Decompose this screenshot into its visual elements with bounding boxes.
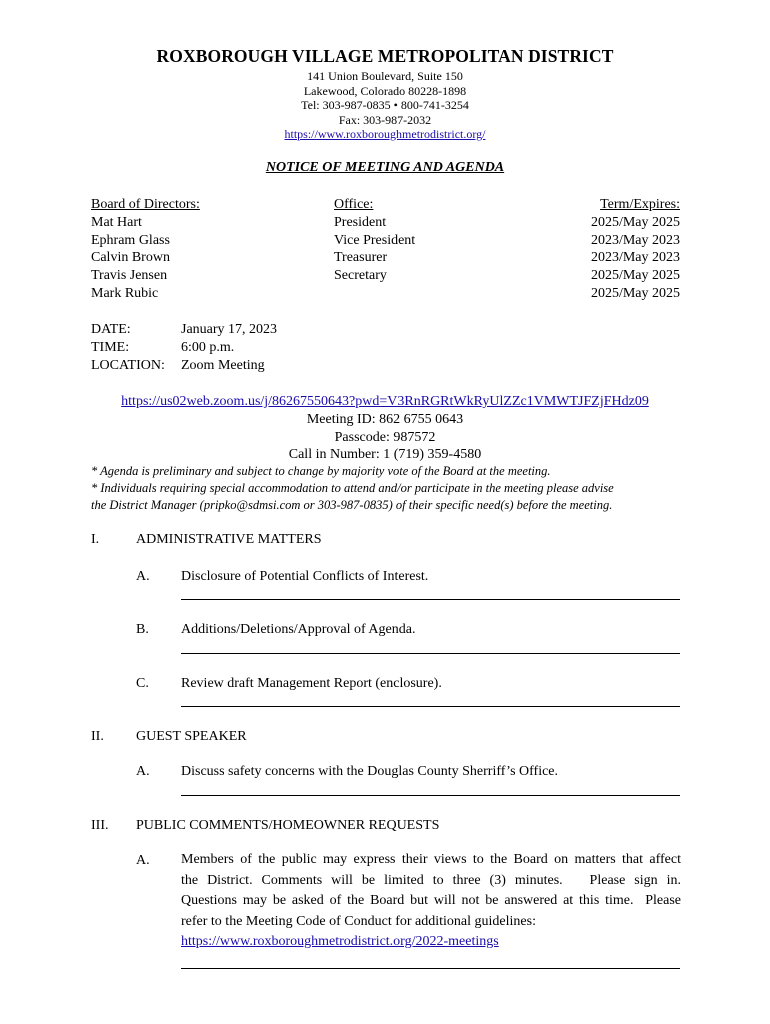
section-number: III. — [91, 818, 109, 833]
response-line — [181, 706, 680, 707]
director-name: Mark Rubic — [91, 285, 159, 301]
note-preliminary: * Agenda is preliminary and subject to change by majority vote of the Board at the meeting. — [91, 464, 551, 478]
paragraph-line: refer to the Meeting Code of Conduct for additional guidelines: — [181, 913, 536, 929]
director-term: 2025/May 2025 — [590, 285, 680, 301]
item-letter: A. — [136, 853, 150, 868]
passcode: Passcode: 987572 — [334, 430, 436, 445]
note-accommodation-cont: the District Manager (pripko@sdmsi.com or 303-987-0835) of their specific need(s) before the meeting. — [91, 498, 613, 512]
location-value: Zoom Meeting — [181, 357, 265, 373]
director-term: 2023/May 2023 — [590, 232, 680, 248]
section-title: ADMINISTRATIVE MATTERS — [136, 532, 322, 547]
director-term: 2025/May 2025 — [590, 214, 680, 230]
director-name: Mat Hart — [91, 214, 142, 230]
item-letter: A. — [136, 764, 150, 779]
response-line — [181, 653, 680, 654]
item-letter: C. — [136, 676, 149, 691]
director-office: President — [334, 214, 387, 230]
director-office: Secretary — [334, 268, 387, 284]
org-name: ROXBOROUGH VILLAGE METROPOLITAN DISTRICT — [156, 46, 614, 66]
notice-title: NOTICE OF MEETING AND AGENDA — [265, 160, 505, 175]
meeting-labels — [91, 321, 165, 374]
item-letter: B. — [136, 622, 149, 637]
director-name: Ephram Glass — [91, 232, 170, 248]
director-office: Vice President — [334, 232, 416, 248]
location-label: LOCATION: — [91, 357, 165, 373]
response-line — [181, 795, 680, 796]
meetings-link[interactable]: https://www.roxboroughmetrodistrict.org/2022-meetings — [181, 934, 499, 950]
note-accommodation: * Individuals requiring special accommodation to attend and/or participate in the meeting please advise — [91, 481, 614, 495]
address-line-2: Lakewood, Colorado 80228-1898 — [303, 84, 467, 98]
section-title: PUBLIC COMMENTS/HOMEOWNER REQUESTS — [136, 818, 440, 833]
meeting-values — [181, 321, 277, 374]
section-number: II. — [91, 729, 104, 744]
item-letter: A. — [136, 569, 150, 584]
director-name: Calvin Brown — [91, 250, 170, 266]
time-value: 6:00 p.m. — [181, 339, 235, 355]
public-comment-paragraph — [181, 850, 681, 953]
meeting-id: Meeting ID: 862 6755 0643 — [306, 412, 464, 427]
director-term: 2025/May 2025 — [590, 268, 680, 284]
date-label: DATE: — [91, 322, 131, 337]
office-header: Office: — [334, 197, 374, 212]
call-in-number: Call in Number: 1 (719) 359-4580 — [288, 447, 482, 462]
paragraph-line: the District. Comments will be limited to three (3) minutes. Please sign in. — [181, 872, 681, 888]
response-line — [181, 599, 680, 600]
zoom-link[interactable]: https://us02web.zoom.us/j/86267550643?pwd=V3RnRGRtWkRyUlZZc1VMWTJFZjFHdz09 — [121, 394, 649, 409]
board-directors-column — [91, 196, 200, 303]
response-line — [181, 968, 680, 969]
paragraph-line: Members of the public may express their views to the Board on matters that affect — [181, 852, 681, 867]
agenda-notes — [91, 463, 691, 514]
term-header: Term/Expires: — [600, 197, 680, 212]
director-name: Travis Jensen — [91, 268, 168, 284]
fax: Fax: 303-987-2032 — [338, 113, 432, 127]
directors-header: Board of Directors: — [91, 197, 200, 212]
website-link[interactable]: https://www.roxboroughmetrodistrict.org/ — [284, 127, 486, 141]
item-text: Additions/Deletions/Approval of Agenda. — [181, 622, 416, 637]
board-office-column — [334, 196, 415, 285]
director-term: 2023/May 2023 — [590, 250, 680, 266]
paragraph-line: Questions may be asked of the Board but will not be answered at this time. Please — [181, 893, 681, 909]
board-term-column — [540, 196, 680, 303]
item-text: Disclosure of Potential Conflicts of Interest. — [181, 569, 429, 584]
director-office: Treasurer — [334, 250, 388, 266]
telephone: Tel: 303-987-0835 • 800-741-3254 — [301, 98, 469, 112]
item-text: Review draft Management Report (enclosure). — [181, 676, 442, 691]
time-label: TIME: — [91, 339, 130, 355]
date-value: January 17, 2023 — [181, 322, 278, 337]
section-number: I. — [91, 532, 100, 547]
address-line-1: 141 Union Boulevard, Suite 150 — [307, 69, 463, 83]
section-title: GUEST SPEAKER — [136, 729, 247, 744]
item-text: Discuss safety concerns with the Douglas County Sherriff’s Office. — [181, 764, 559, 779]
